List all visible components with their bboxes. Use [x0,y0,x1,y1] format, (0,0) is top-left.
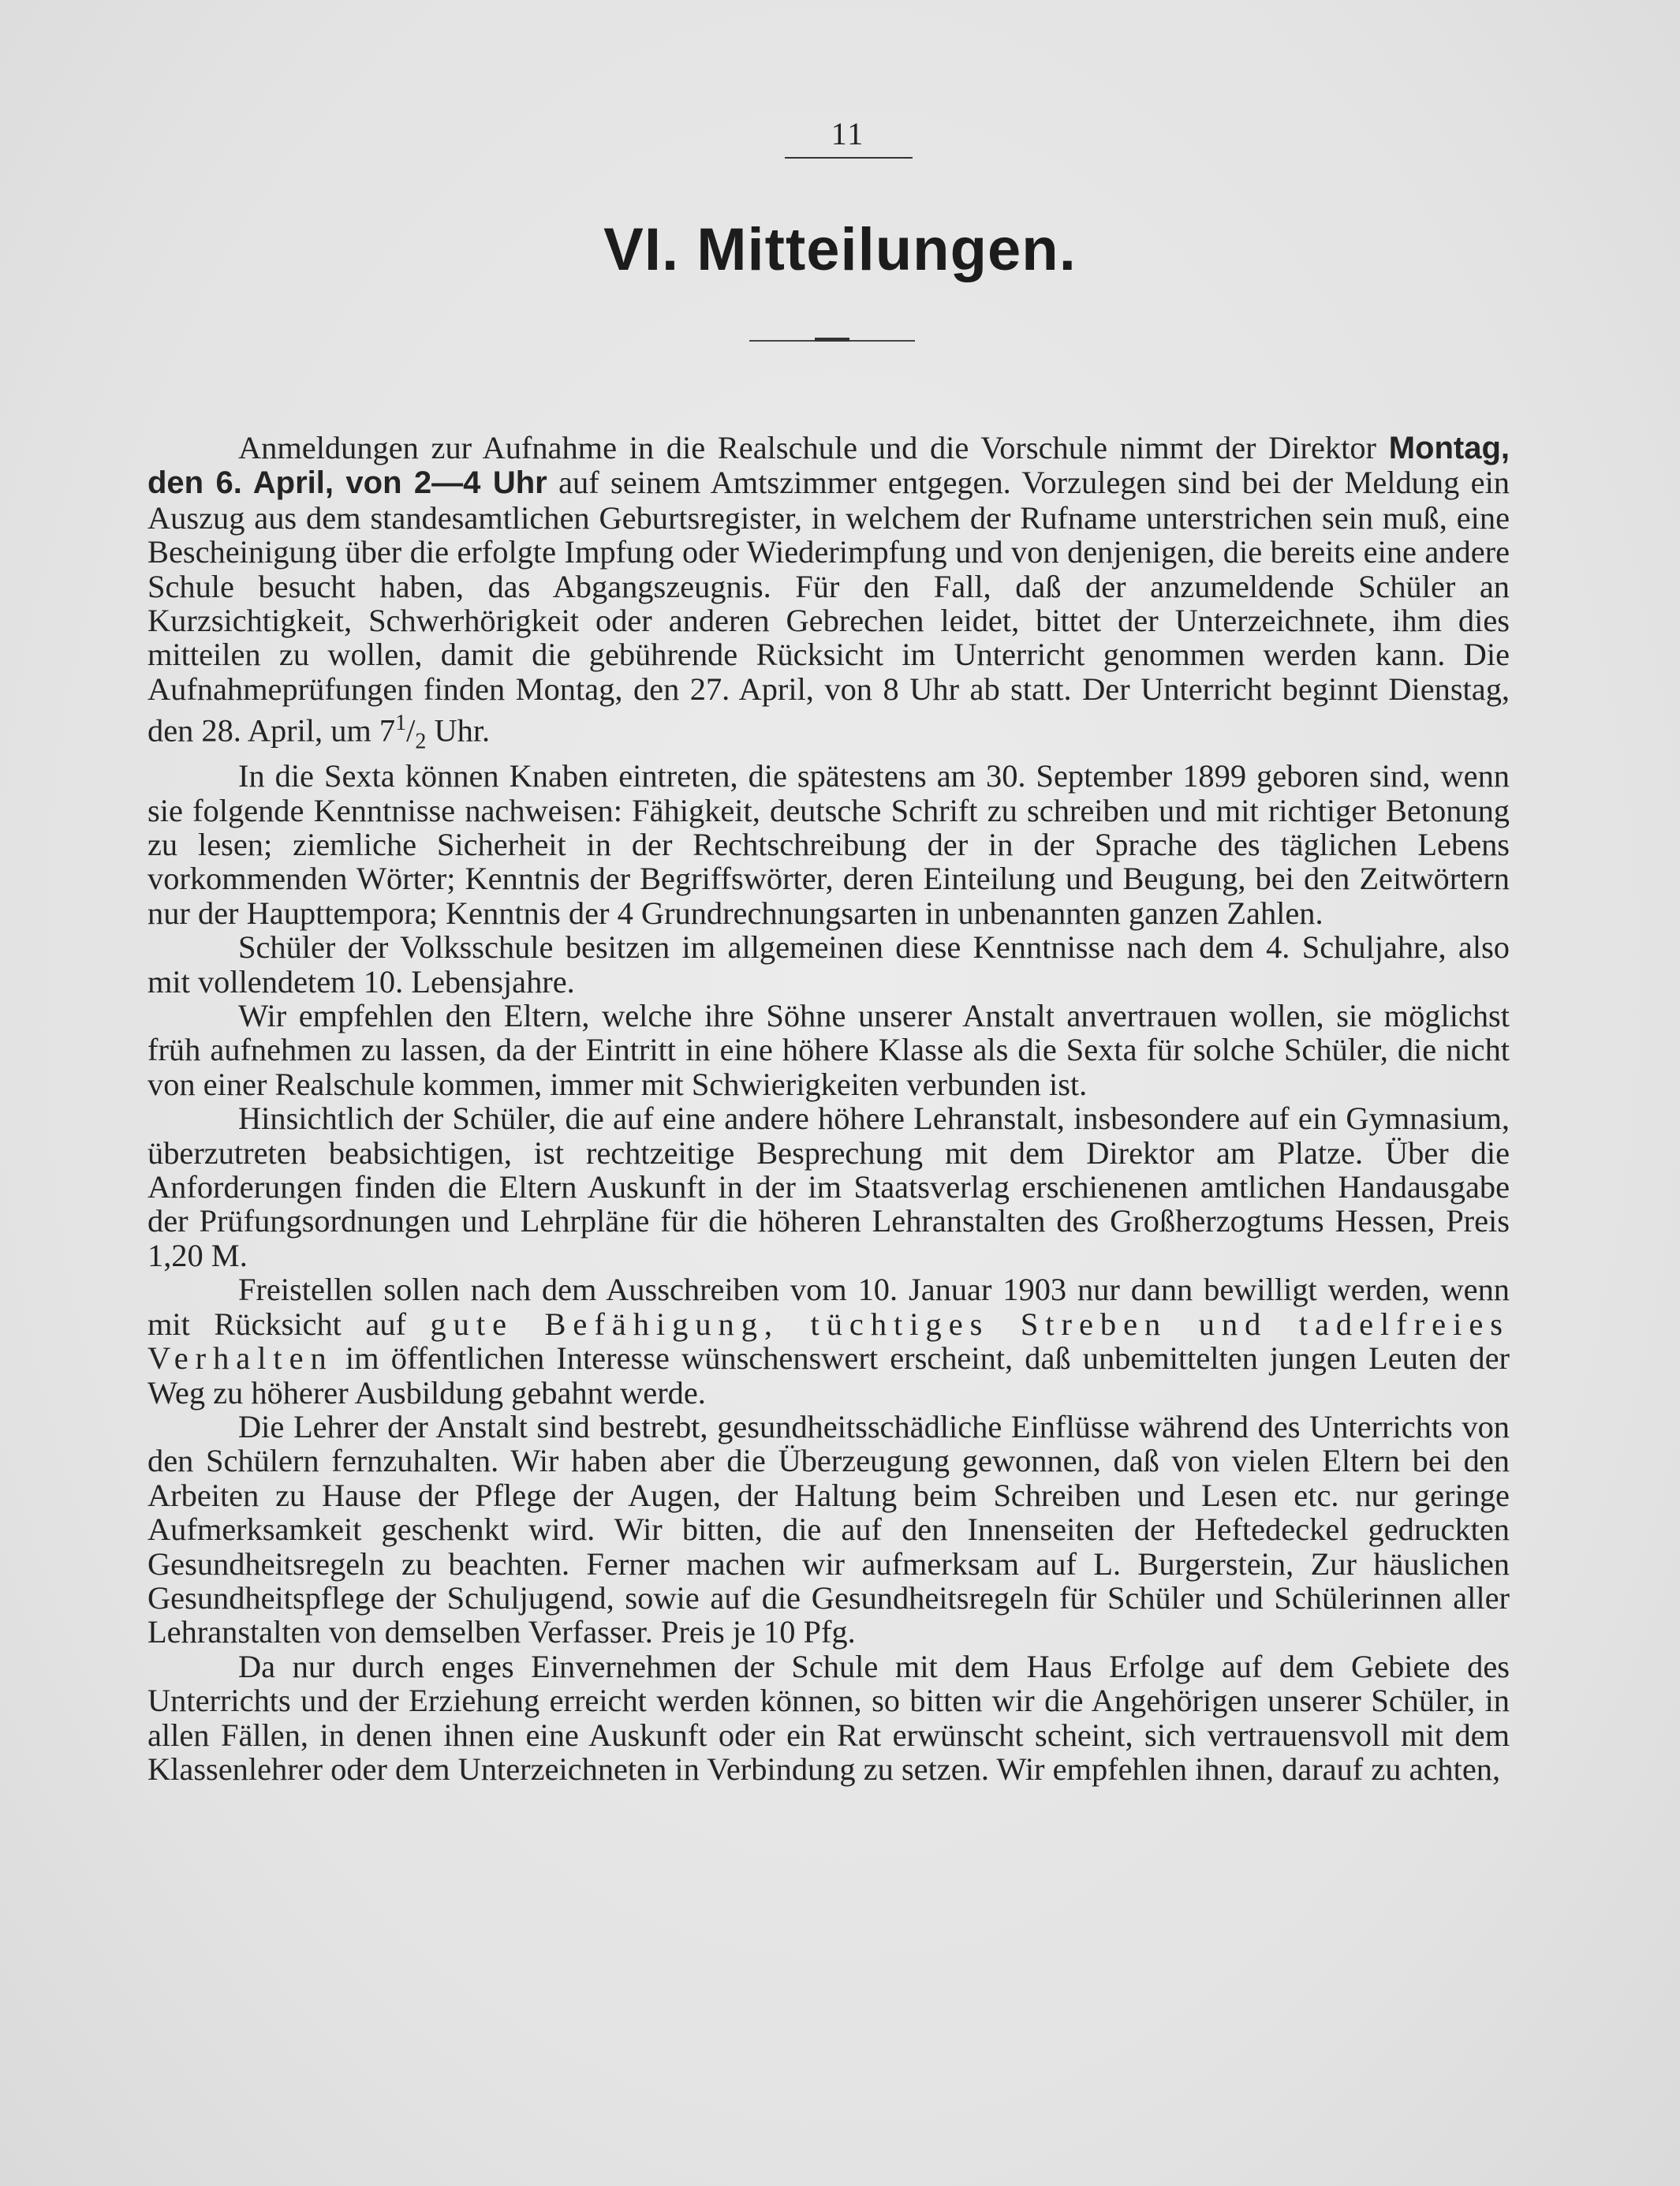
registration-intro: Anmeldungen zur Aufnahme in die Realschule und die Vorschule nimmt der Direktor [238,430,1389,465]
paragraph-health: Die Lehrer der Anstalt sind bestrebt, gesundheitsschädliche Einflüsse während des Unterrichts von den Schülern fernzuhalten. Wir haben aber die Überzeugung gewonnen, daß von vielen Eltern bei den Arbeiten zu Hause der Pflege der Augen, der Haltung beim Schreiben und Lesen etc. nur geringe Aufmerksamkeit geschenkt wird. Wir bitten, die auf den Innenseiten der Heftedeckel gedruckten Gesundheitsregeln zu beachten. Ferner machen wir aufmerksam auf L. Burgerstein, Zur häuslichen Gesundheitspflege der Schuljugend, sowie auf die Gesundheitsregeln für Schüler und Schülerinnen aller Lehranstalten von demselben Verfasser. Preis je 10 Pfg. [147,1408,1510,1650]
free-places-intro: Freistellen sollen nach dem Ausschreiben vom 10. Januar 1903 nur dann bewilligt werden, wenn mit Rücksicht auf [147,1272,1510,1342]
body-text [147,431,1510,1786]
fraction-denominator: 2 [415,729,427,754]
registration-details: auf seinem Amtszimmer entgegen. Vorzulegen sind bei der Meldung ein Auszug aus dem standesamtlichen Geburtsregister, in welchem der Rufname unterstrichen sein muß, eine Bescheinigung über die erfolgte Impfung oder Wiederimpfung und von denjenigen, die bereits eine andere Schule besucht haben, das Abgangszeugnis. Für den Fall, daß der anzumeldende Schüler an Kurzsichtigkeit, Schwerhörigkeit oder anderen Gebrechen leidet, bittet der Unterzeichnete, ihm dies mitteilen zu wollen, damit die gebührende Rücksicht im Unterricht genommen werden kann. Die Aufnahmeprüfungen finden Montag, den 27. April, von 8 Uhr ab statt. Der Unterricht beginnt Dienstag, den 28. April, um 7 [147,465,1510,749]
free-places-end: im öffentlichen Interesse wünschenswert erscheint, daß unbemittelten jungen Leuten der Weg zu höherer Ausbildung gebahnt werde. [147,1340,1510,1411]
paragraph-parents-cooperation: Da nur durch enges Einvernehmen der Schule mit dem Haus Erfolge auf dem Gebiete des Unterrichts und der Erziehung erreicht werden können, so bitten wir die Angehörigen unserer Schüler, in allen Fällen, in denen ihnen eine Auskunft oder ein Rat erwünscht scheint, sich vertrauensvoll mit dem Klassenlehrer oder dem Unterzeichneten in Verbindung zu setzen. Wir empfehlen ihnen, darauf zu achten, [147,1648,1510,1787]
registration-end: Uhr. [426,712,491,749]
free-places-emphasis: gute Befähigung, tüchtiges Streben und tadelfreies Verhalten [147,1306,1510,1377]
paragraph-registration [147,431,1510,759]
registration-date: Montag, den 6. April, von 2—4 Uhr [147,431,1510,501]
fraction-separator: / [406,712,416,749]
paragraph-sexta-requirements: In die Sexta können Knaben eintreten, die spätestens am 30. September 1899 geboren sind, wenn sie folgende Kenntnisse nachweisen: Fähigkeit, deutsche Schrift zu schreiben und mit richtiger Betonung zu lesen; ziemliche Sicherheit in der Rechtschreibung der in der Sprache des täglichen Lebens vorkommenden Wörter; Kenntnis der Begriffswörter, deren Einteilung und Beugung, bei den Zeitwörtern nur der Haupttempora; Kenntnis der 4 Grundrechnungsarten in unbenannten ganzen Zahlen. [147,758,1510,931]
page-number: 11 [831,116,865,151]
fraction-numerator: 1 [395,711,407,736]
title-divider-mark [815,338,849,342]
section-title: VI. Mitteilungen. [603,216,1077,283]
paragraph-volksschule: Schüler der Volksschule besitzen im allgemeinen diese Kenntnisse nach dem 4. Schuljahre, also mit vollendetem 10. Lebensjahre. [147,929,1510,1000]
paragraph-early-admission: Wir empfehlen den Eltern, welche ihre Söhne unserer Anstalt anvertrauen wollen, sie möglichst früh aufnehmen zu lassen, da der Eintritt in eine höhere Klasse als die Sexta für solche Schüler, die nicht von einer Realschule kommen, immer mit Schwierigkeiten verbunden ist. [147,998,1510,1102]
page-number-rule [785,157,913,159]
paragraph-free-places [147,1272,1510,1410]
paragraph-gymnasium-transfer: Hinsichtlich der Schüler, die auf eine andere höhere Lehranstalt, insbesondere auf ein Gymnasium, überzutreten beabsichtigen, ist rechtzeitige Besprechung mit dem Direktor am Platze. Über die Anforderungen finden die Eltern Auskunft in der im Staatsverlag erschienenen amtlichen Handausgabe der Prüfungsordnungen und Lehrpläne für die höheren Lehranstalten des Großherzogtums Hessen, Preis 1,20 M. [147,1100,1510,1273]
